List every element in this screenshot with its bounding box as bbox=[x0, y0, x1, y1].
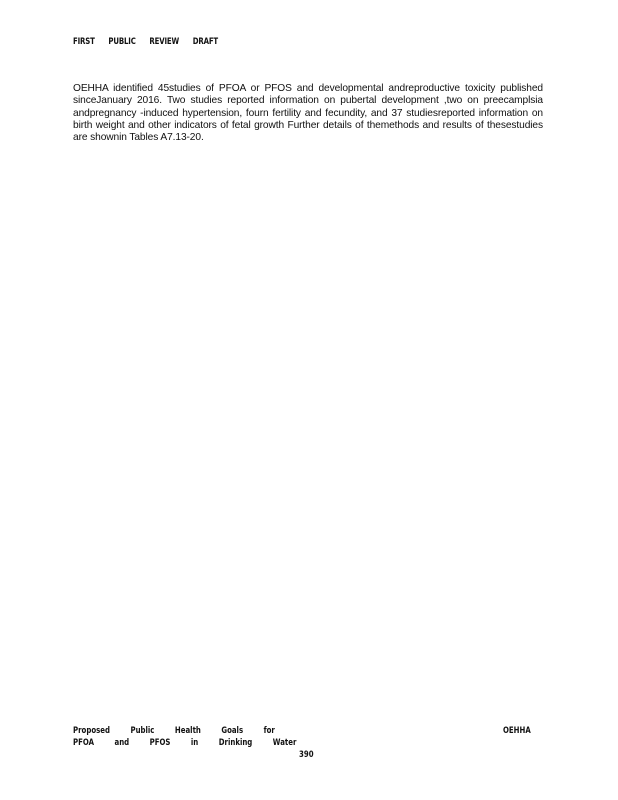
footer-word: Proposed bbox=[73, 726, 110, 736]
footer-title-line-2 bbox=[73, 737, 314, 749]
footer-word: Public bbox=[130, 726, 155, 736]
footer-word: for bbox=[263, 726, 275, 736]
footer-word: Health bbox=[174, 726, 201, 736]
footer-organization: OEHHA bbox=[503, 726, 531, 736]
header-word: REVIEW bbox=[149, 37, 180, 47]
footer-word: and bbox=[114, 738, 130, 748]
footer-word: PFOA bbox=[73, 738, 95, 748]
header-word: PUBLIC bbox=[108, 37, 136, 47]
footer-title-line-1 bbox=[73, 725, 314, 737]
footer-word: Goals bbox=[221, 726, 244, 736]
body-paragraph: OEHHA identified 45studies of PFOA or PFOS and developmental andreproductive toxicity published sinceJanuary 2016. Two studies reported information on pubertal development ,two on preecamplsia andpregnancy -induced hypertension, fourn fertility and fecundity, and 37 studiesreported information on birth weight and other indicators of fetal growth Further details of themethods and results of thesestudies are shownin Tables A7.13-20. bbox=[73, 83, 543, 143]
running-header bbox=[73, 37, 229, 47]
footer-document-title bbox=[73, 725, 314, 749]
header-word: DRAFT bbox=[192, 37, 219, 47]
footer-word: Drinking bbox=[218, 738, 253, 748]
page-number: 390 bbox=[299, 750, 314, 760]
footer-word: Water bbox=[272, 738, 297, 748]
header-word: FIRST bbox=[73, 37, 95, 47]
footer-word: PFOS bbox=[149, 738, 171, 748]
footer-word: in bbox=[190, 738, 199, 748]
